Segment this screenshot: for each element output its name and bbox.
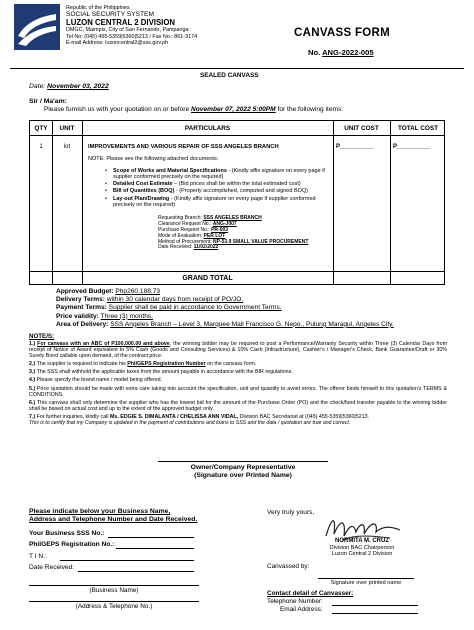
form-number — [308, 49, 374, 58]
canvasser-email-label: Email Address: — [280, 606, 323, 613]
note-7: 7.) For further inquiries, kindly call Ms. EDGIE S. DIMALANTA / CHELISSA ANN VIDAL, Division BAC Secretariat at (045) 455-5359|5360|5213. — [29, 413, 370, 420]
doc-item: • Detailed Cost Estimate – (Bid prices shall be within the total estimated cost) — [104, 181, 328, 187]
contact-heading — [267, 590, 353, 597]
unit-cost-blank[interactable]: P__________ — [336, 144, 374, 150]
agency-name: SOCIAL SECURITY SYSTEM — [66, 11, 154, 19]
business-heading-2: Address and Telephone Number and Date Received. — [29, 516, 198, 524]
canvasser-signature-line[interactable] — [318, 578, 414, 579]
philgeps-label: PhilGEPS Registration No.: — [29, 541, 115, 548]
doc-item: • Scope of Works and Material Specifications - (Kindly affix signature on every page if supplier conformed precisely on the required) — [104, 168, 328, 181]
signatory-title-2: Luzon Central 2 Division — [331, 551, 393, 558]
owner-signature-line — [158, 461, 328, 462]
signatory-title-1: Division BAC Chairperson — [329, 545, 395, 551]
header-qty: QTY — [34, 125, 48, 132]
item-title: IMPROVEMENTS AND VARIOUS REPAIR OF SSS ANGELES BRANCH — [88, 144, 279, 150]
division-name: LUZON CENTRAL 2 DIVISION — [66, 17, 176, 27]
term-delivery: Delivery Terms: within 30 calendar days from receipt of PO/JO. — [56, 296, 244, 304]
sss-input-line[interactable] — [108, 537, 194, 538]
note-6: 6.) This canvass shall only determine the supplier who has the lowest bid for the amount of the Purchase Order (PO) and the check/fund transfer payable to the winning bidder shall be based on actual cost and up to the extent of the approved budget only. — [29, 399, 447, 412]
doc-item: • Lay-out Plan/Drawing - (Kindly affix signature on every page if supplier conformed precisely on the required) — [104, 196, 328, 209]
detail-row: Date Received: 11/02/2022 — [158, 244, 219, 251]
owner-caption — [158, 464, 328, 480]
canvasser-tel-line[interactable] — [332, 605, 418, 606]
grand-total-label: GRAND TOTAL — [182, 275, 233, 282]
business-name-caption: (Business Name) — [89, 587, 139, 594]
items-table — [29, 120, 445, 285]
agency-email: E-mail Address: luzoncentral2@sss.gov.ph — [66, 40, 169, 47]
business-address-caption: (Address & Telephone No.) — [75, 603, 153, 610]
term-payment: Payment Terms: Supplier shall be paid in accordance to Government Terms. — [56, 304, 282, 312]
business-name-line[interactable] — [29, 585, 199, 586]
request-details — [158, 216, 328, 251]
agency-header — [66, 5, 246, 47]
detail-row: Mode of Evaluation: PER LOT — [158, 232, 226, 239]
date-value: November 03, 2022 — [47, 83, 109, 90]
signatory-title — [312, 545, 412, 558]
notes-label: NOTE/S: — [29, 333, 55, 340]
sss-label: Your Business SSS No.: — [29, 530, 105, 537]
docs-note: NOTE: Please see the following attached documents: — [88, 156, 219, 163]
form-number-label: No. — [308, 48, 321, 57]
intro-deadline: November 07, 2022 5:00PM — [191, 106, 276, 113]
canvasser-signature-caption: Signature over printed name — [330, 580, 402, 586]
header-particulars: PARTICULARS — [184, 125, 231, 132]
detail-row: Method of Procurement: NP-53.9 SMALL VALUE PROCUREMENT — [158, 238, 309, 245]
business-address-line[interactable] — [29, 601, 199, 602]
term-area: Area of Delivery: SSS Angeles Branch – Level 3, Marquee Mall Francisco G. Nepo., Pulung Maragul, Angeles City. — [56, 320, 394, 328]
certification-text: This is to certify that my Company is updated in the payment of contributions and loans to SSS and the data / quotation are true and correct. — [29, 420, 351, 426]
date-received-input-line[interactable] — [78, 571, 194, 572]
header-unit: UNIT — [59, 125, 75, 132]
canvasser-tel-label: Telephone Number: — [267, 598, 323, 605]
terms-block — [56, 288, 394, 329]
header-divider — [10, 68, 464, 69]
row-unit: lot — [63, 144, 71, 150]
signatory-name: NORMITA M. CRUZ — [335, 538, 389, 544]
intro-pre: Please furnish us with your quotation on or before — [44, 106, 190, 113]
term-budget: Approved Budget: Php260,188.73 — [56, 288, 161, 295]
term-validity: Price validity: Three (3) months. — [56, 312, 154, 320]
agency-address: DMGC, Maimpis, City of San Fernando, Pampanga — [66, 27, 189, 34]
detail-row: Requesting Branch: SSS ANGELES BRANCH — [158, 215, 262, 222]
docs-list — [104, 168, 328, 209]
business-heading — [29, 508, 197, 524]
intro-post: for the following items: — [277, 106, 344, 113]
contact-heading-1: Contact detail of Canvasser: — [267, 590, 354, 597]
notes-list — [29, 341, 447, 422]
doc-item: • Bill of Quantities (BOQ) - (Properly accomplished, computed and signed BOQ) — [104, 188, 328, 194]
republic-text: Republic of the Philippines — [66, 5, 130, 11]
date-label: Date: — [29, 83, 46, 90]
intro-text — [44, 106, 343, 114]
canvassed-by-label: Canvassed by: — [267, 563, 310, 570]
note-1: 1.) For canvass with an ABC of P100,000.00 and above, the winning bidder may be required to post a Performance/Warranty Security within Three (3) Calendar Days from receipt of Notice of Award equivalent to 5% Cash (Goods and Consulting Services) & 10% Cash (Infrastructure), Cashier's / Manager's Check, Bank Guarantee/Draft or 30% Surety Bond callable upon demand, of the contract price. — [29, 341, 447, 360]
form-title: CANVASS FORM — [294, 27, 391, 39]
form-number-value: ANG-2022-005 — [322, 48, 374, 57]
owner-caption-2: (Signature over Printed Name) — [194, 472, 292, 479]
total-cost-blank[interactable]: P__________ — [393, 144, 431, 150]
sss-logo — [14, 4, 60, 50]
date-line — [29, 83, 109, 91]
detail-row: Clearance Request No.: ANG-J007 — [158, 221, 237, 228]
tin-input-line[interactable] — [60, 560, 194, 561]
note-3: 3.) The SSS shall withhold the applicable taxes from the amount payable in accordance with the BIR regulations. — [29, 369, 293, 376]
header-total-cost: TOTAL COST — [397, 125, 439, 132]
sealed-canvass-title: SEALED CANVASS — [200, 72, 259, 79]
salutation: Sir / Ma'am: — [29, 98, 67, 105]
philgeps-input-line[interactable] — [116, 548, 194, 549]
note-5: 5.) Price quotation should be made with extra care taking into account the specification, unit and quantity to avoid errors. The offeror binds himself to this quotation's TERMS & CONDITIONS. — [29, 385, 447, 398]
business-heading-1: Please indicate below your Business Name, — [29, 508, 171, 515]
canvasser-email-line[interactable] — [332, 613, 418, 614]
header-unit-cost: UNIT COST — [344, 125, 379, 132]
date-received-label: Date Received: — [29, 564, 75, 571]
detail-row: Purchase Request No.: PR-003 — [158, 226, 229, 233]
note-4: 4.) Please specify the brand name / model being offered. — [29, 377, 163, 384]
very-truly-yours: Very truly yours, — [267, 509, 315, 516]
owner-caption-1: Owner/Company Representative — [190, 464, 296, 471]
note-2: 2.) The supplier is required to indicate his PhilGEPS Registration Number on the canvass form. — [29, 361, 257, 368]
agency-tel: Tel No: (045) 455-5359|5360|5213 / Fax No.: 861-3174 — [66, 33, 198, 40]
row-particulars — [88, 144, 328, 251]
tin-label: T I N.: — [29, 553, 47, 560]
row-qty: 1 — [39, 144, 43, 150]
